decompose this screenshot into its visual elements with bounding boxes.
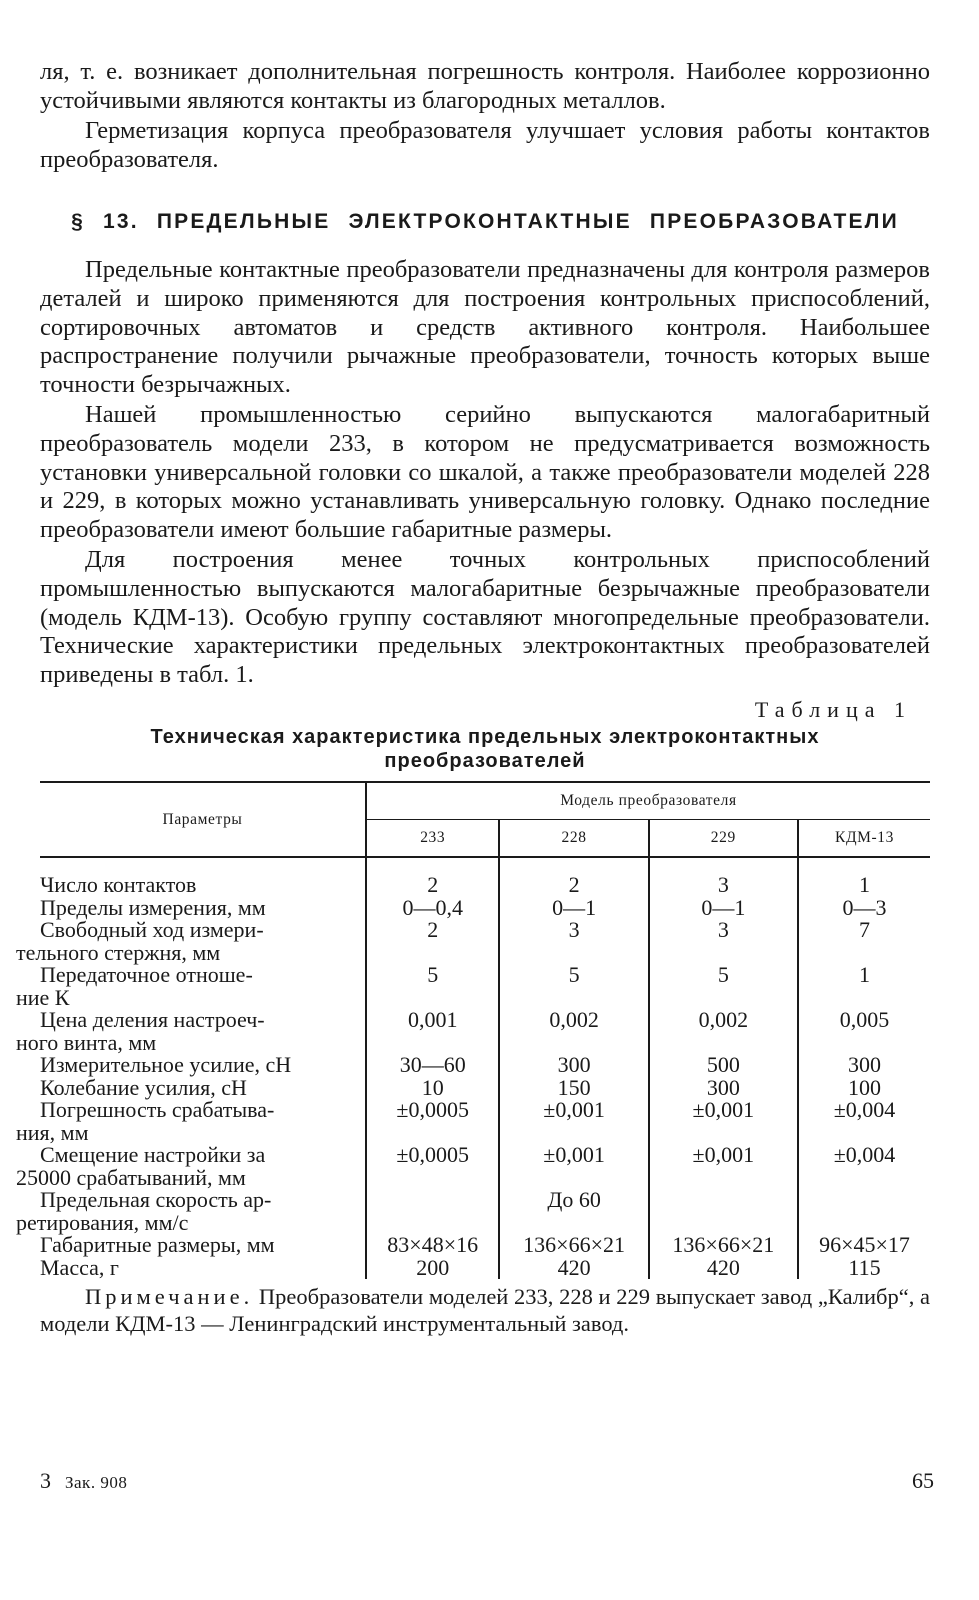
note-lead: Примечание. (85, 1284, 254, 1310)
param-label: Измерительное усилие, сН (40, 1052, 292, 1078)
table-row (40, 964, 930, 1009)
value-cell (366, 1189, 499, 1234)
value-cell: 5 (649, 964, 798, 1009)
value-cell: 3 (649, 857, 798, 897)
param-cell (40, 1254, 366, 1280)
table-row (40, 1234, 930, 1257)
value-cell: 2 (366, 919, 499, 964)
param-label-continued: 25000 срабатываний, мм (16, 1164, 246, 1190)
value-cell: 96×45×17 (798, 1234, 930, 1257)
value-cell: 0—0,4 (366, 897, 499, 920)
param-cell (16, 917, 366, 965)
param-cell (40, 857, 366, 897)
value-cell: ±0,001 (499, 1099, 648, 1144)
value-cell: 3 (499, 919, 648, 964)
signature-mark (40, 1468, 127, 1494)
paragraph-top-1: ля, т. е. возникает дополнительная погрешность контроля. Наиболее коррозионно устойчивыми являются контакты из благородных металлов. (40, 58, 930, 114)
table-title (40, 725, 930, 773)
paragraph-main-2: Нашей промышленностью серийно выпускаются малогабаритный преобразователь модели 233, в котором не предусматривается возможность установки универсальной головки со шкалой, а также преобразователи моделей 228 и 229, в которых можно устанавливать универсальную головку. Однако последние преобразователи имеют большие габаритные размеры. (40, 401, 930, 543)
param-cell (16, 1007, 366, 1055)
param-label: Погрешность срабатыва- (40, 1097, 275, 1123)
column-header: 229 (649, 820, 798, 858)
table-row (40, 1189, 930, 1234)
value-cell: ±0,0005 (366, 1144, 499, 1189)
table-row (40, 1077, 930, 1100)
value-cell: 5 (366, 964, 499, 1009)
value-cell: 0,002 (649, 1009, 798, 1054)
param-label: Габаритные размеры, мм (40, 1232, 275, 1258)
value-cell: 115 (798, 1257, 930, 1280)
value-cell: 7 (798, 919, 930, 964)
value-cell: 300 (649, 1077, 798, 1100)
table-note (40, 1283, 930, 1337)
table-row (40, 1009, 930, 1054)
param-cell (16, 1097, 366, 1145)
param-label: Пределы измерения, мм (40, 894, 266, 920)
value-cell: 136×66×21 (649, 1234, 798, 1257)
value-cell (649, 1189, 798, 1234)
table-row (40, 1054, 930, 1077)
value-cell: ±0,001 (649, 1099, 798, 1144)
model-header: Модель преобразователя (366, 782, 930, 820)
value-cell: 420 (499, 1257, 648, 1280)
table-row (40, 857, 930, 897)
value-cell: 2 (366, 857, 499, 897)
table-row (40, 1144, 930, 1189)
param-cell (40, 1074, 366, 1100)
column-header: 233 (366, 820, 499, 858)
table-row (40, 1257, 930, 1280)
param-label-continued: ние К (16, 984, 70, 1010)
value-cell: 0,001 (366, 1009, 499, 1054)
spec-table (16, 781, 930, 1280)
param-label-continued: ного винта, мм (16, 1029, 157, 1055)
param-label: Предельная скорость ар- (40, 1187, 272, 1213)
value-cell: 150 (499, 1077, 648, 1100)
value-cell: 300 (499, 1054, 648, 1077)
table-title-line-1: Техническая характеристика предельных электроконтактных (150, 726, 820, 749)
param-label: Число контактов (40, 872, 197, 898)
value-cell: До 60 (499, 1189, 648, 1234)
table-row (40, 919, 930, 964)
value-cell: 1 (798, 964, 930, 1009)
section-title: § 13. ПРЕДЕЛЬНЫЕ ЭЛЕКТРОКОНТАКТНЫЕ ПРЕОБРАЗОВАТЕЛИ (71, 210, 899, 234)
order-number: Зак. 908 (65, 1473, 128, 1492)
table-title-line-2: преобразователей (384, 750, 586, 773)
signature-number: 3 (40, 1468, 51, 1493)
value-cell: 500 (649, 1054, 798, 1077)
param-label: Масса, г (40, 1254, 119, 1280)
value-cell: ±0,004 (798, 1144, 930, 1189)
param-cell (16, 1142, 366, 1190)
value-cell: 0,002 (499, 1009, 648, 1054)
param-cell (40, 1054, 366, 1077)
param-label: Смещение настройки за (40, 1142, 266, 1168)
param-label: Цена деления настроеч- (40, 1007, 265, 1033)
param-label-continued: ния, мм (16, 1119, 89, 1145)
table-row (40, 897, 930, 920)
paragraph-top-2: Герметизация корпуса преобразователя улучшает условия работы контактов преобразователя. (40, 117, 930, 173)
value-cell: 83×48×16 (366, 1234, 499, 1257)
param-cell (40, 1234, 366, 1257)
param-label: Колебание усилия, сН (40, 1074, 247, 1100)
paragraph-main-1: Предельные контактные преобразователи предназначены для контроля размеров деталей и широко применяются для построения контрольных приспособлений, сортировочных автоматов и средств активного контроля. Наибольшее распространение получили рычажные преобразователи, точность которых выше точности безрычажных. (40, 256, 930, 398)
value-cell: 10 (366, 1077, 499, 1100)
param-label-continued: ретирования, мм/с (16, 1209, 189, 1235)
column-header: 228 (499, 820, 648, 858)
value-cell: 2 (499, 857, 648, 897)
param-label: Передаточное отноше- (40, 962, 253, 988)
table-label: Таблица 1 (754, 697, 912, 723)
value-cell: 136×66×21 (499, 1234, 648, 1257)
param-cell (40, 894, 366, 920)
value-cell: 1 (798, 857, 930, 897)
value-cell: 300 (798, 1054, 930, 1077)
table-row (40, 1099, 930, 1144)
value-cell (798, 1189, 930, 1234)
value-cell: ±0,0005 (366, 1099, 499, 1144)
value-cell: 3 (649, 919, 798, 964)
value-cell: 30—60 (366, 1054, 499, 1077)
page-footer (40, 1468, 934, 1498)
param-label: Свободный ход измери- (40, 917, 264, 943)
spec-table-body (16, 857, 930, 1280)
value-cell: 420 (649, 1257, 798, 1280)
value-cell: ±0,001 (499, 1144, 648, 1189)
value-cell: ±0,004 (798, 1099, 930, 1144)
value-cell: 5 (499, 964, 648, 1009)
value-cell: 0—3 (798, 897, 930, 920)
note-text: Преобразователи моделей 233, 228 и 229 выпускает завод „Калибр“, а модели КДМ-13 — Ленинградский инструментальный завод. (40, 1284, 930, 1337)
param-label-continued: тельного стержня, мм (16, 939, 221, 965)
param-cell (16, 1187, 366, 1235)
page-number: 65 (912, 1468, 934, 1493)
value-cell: ±0,001 (649, 1144, 798, 1189)
value-cell: 100 (798, 1077, 930, 1100)
paragraph-main-3: Для построения менее точных контрольных приспособлений промышленностью выпускаются малогабаритные безрычажные преобразователи (модель КДМ-13). Особую группу составляют многопредельные преобразователи. Технические характеристики предельных электроконтактных преобразователей приведены в табл. 1. (40, 546, 930, 688)
value-cell: 0—1 (649, 897, 798, 920)
value-cell: 0,005 (798, 1009, 930, 1054)
param-header: Параметры (40, 782, 366, 857)
value-cell: 200 (366, 1257, 499, 1280)
page-content (16, 58, 930, 1337)
column-header: КДМ-13 (798, 820, 930, 858)
value-cell: 0—1 (499, 897, 648, 920)
param-cell (16, 962, 366, 1010)
